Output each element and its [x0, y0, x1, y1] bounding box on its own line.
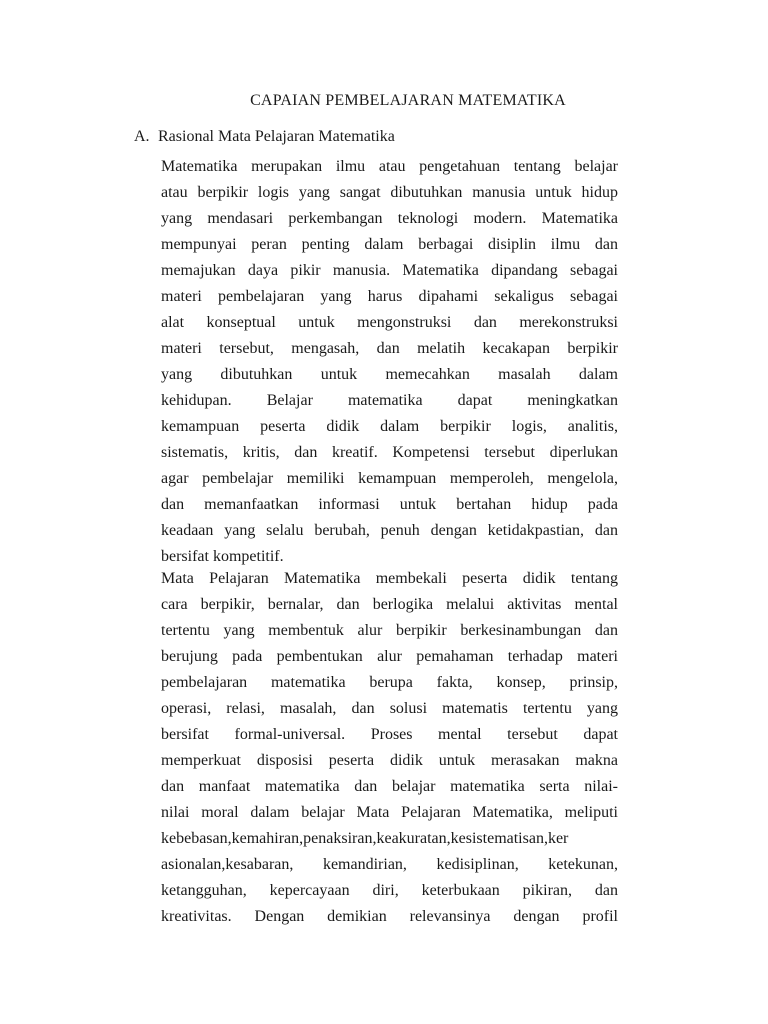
paragraph-line: tertentu yang membentuk alur berpikir berkesinambungan dan — [161, 622, 618, 639]
paragraph-2 — [161, 566, 618, 930]
paragraph-line: operasi, relasi, masalah, dan solusi matematis tertentu yang — [161, 700, 618, 717]
paragraph-line: mempunyai peran penting dalam berbagai disiplin ilmu dan — [161, 236, 618, 253]
paragraph-line: cara berpikir, bernalar, dan berlogika melalui aktivitas mental — [161, 596, 618, 613]
section-heading-text: Rasional Mata Pelajaran Matematika — [158, 128, 395, 145]
paragraph-line: Mata Pelajaran Matematika membekali peserta didik tentang — [161, 570, 618, 587]
paragraph-line: berujung pada pembentukan alur pemahaman terhadap materi — [161, 648, 618, 665]
paragraph-line: yang dibutuhkan untuk memecahkan masalah dalam — [161, 366, 618, 383]
paragraph-line: kebebasan,kemahiran,penaksiran,keakuratan,kesistematisan,ker — [161, 830, 569, 847]
paragraph-line: keadaan yang selalu berubah, penuh dengan ketidakpastian, dan — [161, 522, 618, 539]
paragraph-line: atau berpikir logis yang sangat dibutuhkan manusia untuk hidup — [161, 184, 618, 201]
paragraph-line: nilai moral dalam belajar Mata Pelajaran Matematika, meliputi — [161, 804, 618, 821]
paragraph-line: materi pembelajaran yang harus dipahami sekaligus sebagai — [161, 288, 618, 305]
paragraph-line: materi tersebut, mengasah, dan melatih kecakapan berpikir — [161, 340, 618, 357]
paragraph-line: pembelajaran matematika berupa fakta, konsep, prinsip, — [161, 674, 618, 691]
paragraph-line: dan memanfaatkan informasi untuk bertahan hidup pada — [161, 496, 618, 513]
paragraph-line: Matematika merupakan ilmu atau pengetahuan tentang belajar — [161, 158, 618, 175]
section-letter: A. — [134, 128, 150, 145]
paragraph-line: asionalan,kesabaran, kemandirian, kedisiplinan, ketekunan, — [161, 856, 618, 873]
paragraph-line: kreativitas. Dengan demikian relevansinya dengan profil — [161, 908, 618, 925]
paragraph-line: yang mendasari perkembangan teknologi modern. Matematika — [161, 210, 618, 227]
paragraph-line: bersifat kompetitif. — [161, 548, 284, 565]
paragraph-line: sistematis, kritis, dan kreatif. Kompetensi tersebut diperlukan — [161, 444, 618, 461]
paragraph-line: ketangguhan, kepercayaan diri, keterbukaan pikiran, dan — [161, 882, 618, 899]
paragraph-line: bersifat formal-universal. Proses mental tersebut dapat — [161, 726, 618, 743]
paragraph-line: kehidupan. Belajar matematika dapat meningkatkan — [161, 392, 618, 409]
paragraph-line: memajukan daya pikir manusia. Matematika dipandang sebagai — [161, 262, 618, 279]
paragraph-1 — [161, 154, 618, 570]
paragraph-line: dan manfaat matematika dan belajar matematika serta nilai- — [161, 778, 618, 795]
paragraph-line: memperkuat disposisi peserta didik untuk merasakan makna — [161, 752, 618, 769]
section-heading — [134, 126, 395, 148]
page-title: CAPAIAN PEMBELAJARAN MATEMATIKA — [250, 92, 566, 109]
paragraph-line: kemampuan peserta didik dalam berpikir logis, analitis, — [161, 418, 618, 435]
paragraph-line: alat konseptual untuk mengonstruksi dan merekonstruksi — [161, 314, 618, 331]
paragraph-line: agar pembelajar memiliki kemampuan memperoleh, mengelola, — [161, 470, 618, 487]
